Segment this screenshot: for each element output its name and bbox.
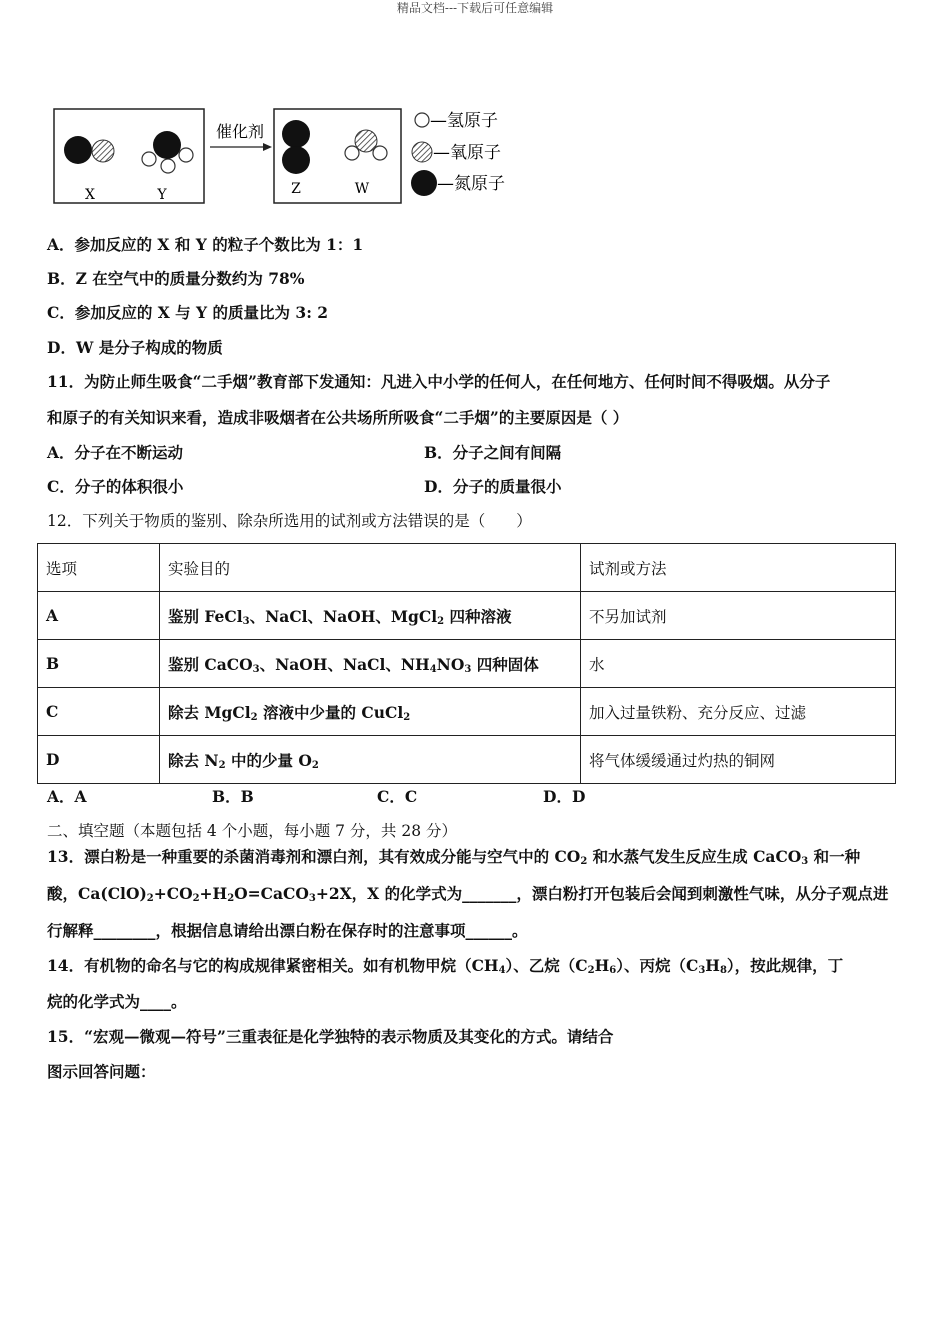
row-option: A xyxy=(38,592,160,640)
y-hydrogen-atom xyxy=(179,148,193,162)
q11-option-d: D．分子的质量很小 xyxy=(424,477,562,496)
label-w: W xyxy=(354,181,370,197)
table-row xyxy=(38,736,896,784)
header-option: 选项 xyxy=(38,544,160,592)
q11-option-c: C．分子的体积很小 xyxy=(47,477,184,496)
row-option: B xyxy=(38,640,160,688)
q10-option-d: D．W 是分子构成的物质 xyxy=(47,338,223,357)
row-option: C xyxy=(38,688,160,736)
row-purpose: 除去 MgCl$_2$ 溶液中少量的 CuCl$_2$ xyxy=(160,688,581,736)
q15-stem-line1: 15．“宏观—微观—符号”三重表征是化学独特的表示物质及其变化的方式。请结合 xyxy=(47,1027,614,1046)
page-header: 精品文档---下载后可任意编辑 xyxy=(396,1,554,15)
q14-stem-line1: 14．有机物的命名与它的构成规律紧密相关。如有机物甲烷$(CH_4)$、乙烷$(C_2H_6)$、丙烷$(C_3H_8)$，按此规律，丁 xyxy=(47,956,844,976)
label-z: Z xyxy=(291,181,301,197)
legend-oxygen-icon xyxy=(412,142,432,162)
arrow-head xyxy=(263,143,272,151)
legend-hydrogen: —氢原子 xyxy=(430,111,498,131)
table-row xyxy=(38,640,896,688)
q12-table xyxy=(37,543,896,784)
q11-option-row1 xyxy=(47,442,562,464)
header-method: 试剂或方法 xyxy=(581,544,896,592)
reaction-diagram xyxy=(50,103,520,211)
w-hydrogen-atom xyxy=(345,146,359,160)
z-nitrogen-atom xyxy=(282,146,310,174)
q13-stem-line3: 行解释________，根据信息请给出漂白粉在保存时的注意事项______。 xyxy=(47,921,528,940)
q14-stem-line2: 烷的化学式为____。 xyxy=(47,992,187,1011)
row-method: 不另加试剂 xyxy=(581,592,896,640)
q13-stem-line1: 13．漂白粉是一种重要的杀菌消毒剂和漂白剂，其有效成分能与空气中的 $CO_2$ 和水蒸气发生反应生成 CaCO$_3$ 和一种 xyxy=(47,847,861,867)
header-purpose: 实验目的 xyxy=(160,544,581,592)
q11-option-a: A．分子在不断运动 xyxy=(47,443,184,462)
row-purpose: 除去 $N_2$ 中的少量 $O_2$ xyxy=(160,736,581,784)
section-title: 二、填空题（本题包括 4 个小题，每小题 7 分，共 28 分） xyxy=(47,822,458,840)
row-method: 水 xyxy=(581,640,896,688)
row-method: 将气体缓缓通过灼热的铜网 xyxy=(581,736,896,784)
label-x: X xyxy=(85,187,95,203)
table-header-row xyxy=(38,544,896,592)
q11-option-b: B．分子之间有间隔 xyxy=(424,443,562,462)
legend-hydrogen-icon xyxy=(415,113,429,127)
q11-option-row2 xyxy=(47,476,562,498)
row-purpose: 鉴别 CaCO$_3$、NaOH、NaCl、$NH_4NO_3$ 四种固体 xyxy=(160,640,581,688)
z-nitrogen-atom xyxy=(282,120,310,148)
q12-answer-d: D．D xyxy=(543,787,586,806)
y-nitrogen-atom xyxy=(153,131,181,159)
legend-nitrogen-icon xyxy=(411,170,437,196)
row-option: D xyxy=(38,736,160,784)
table-row xyxy=(38,592,896,640)
q12-answer-b: B．B xyxy=(212,787,254,806)
q11-stem-line1: 11．为防止师生吸食“二手烟”教育部下发通知：凡进入中小学的任何人，在任何地方、任何时间不得吸烟。从分子 xyxy=(47,372,831,391)
x-oxygen-atom xyxy=(92,140,114,162)
table-row xyxy=(38,688,896,736)
q12-answer-a: A．A xyxy=(47,787,87,806)
q11-stem-line2: 和原子的有关知识来看，造成非吸烟者在公共场所所吸食“二手烟”的主要原因是（ ） xyxy=(47,408,629,427)
q12-answer-row xyxy=(47,786,586,808)
legend-oxygen: —氧原子 xyxy=(433,143,501,163)
row-method: 加入过量铁粉、充分反应、过滤 xyxy=(581,688,896,736)
y-hydrogen-atom xyxy=(142,152,156,166)
q10-option-c: C．参加反应的 X 与 Y 的质量比为 3: 2 xyxy=(47,303,329,322)
q15-stem-line2: 图示回答问题： xyxy=(47,1062,156,1081)
w-oxygen-atom xyxy=(355,130,377,152)
q10-option-b: B．Z 在空气中的质量分数约为 78% xyxy=(47,269,305,288)
w-hydrogen-atom xyxy=(373,146,387,160)
catalyst-label: 催化剂 xyxy=(215,122,265,141)
legend-nitrogen: —氮原子 xyxy=(437,174,505,194)
q10-option-a: A．参加反应的 X 和 Y 的粒子个数比为 1：1 xyxy=(47,235,364,254)
y-hydrogen-atom xyxy=(161,159,175,173)
label-y: Y xyxy=(157,187,167,203)
q13-stem-line2: 酸，$Ca(ClO)_2+CO_2+H_2O=CaCO_3+2X$，X 的化学式为_______，漂白粉打开包装后会闻到刺激性气味，从分子观点进 xyxy=(47,884,889,904)
q12-stem: 12．下列关于物质的鉴别、除杂所选用的试剂或方法错误的是（ ） xyxy=(47,512,532,530)
x-nitrogen-atom xyxy=(64,136,92,164)
row-purpose: 鉴别 FeCl$_3$、NaCl、NaOH、MgCl$_2$ 四种溶液 xyxy=(160,592,581,640)
q12-answer-c: C．C xyxy=(377,787,418,806)
